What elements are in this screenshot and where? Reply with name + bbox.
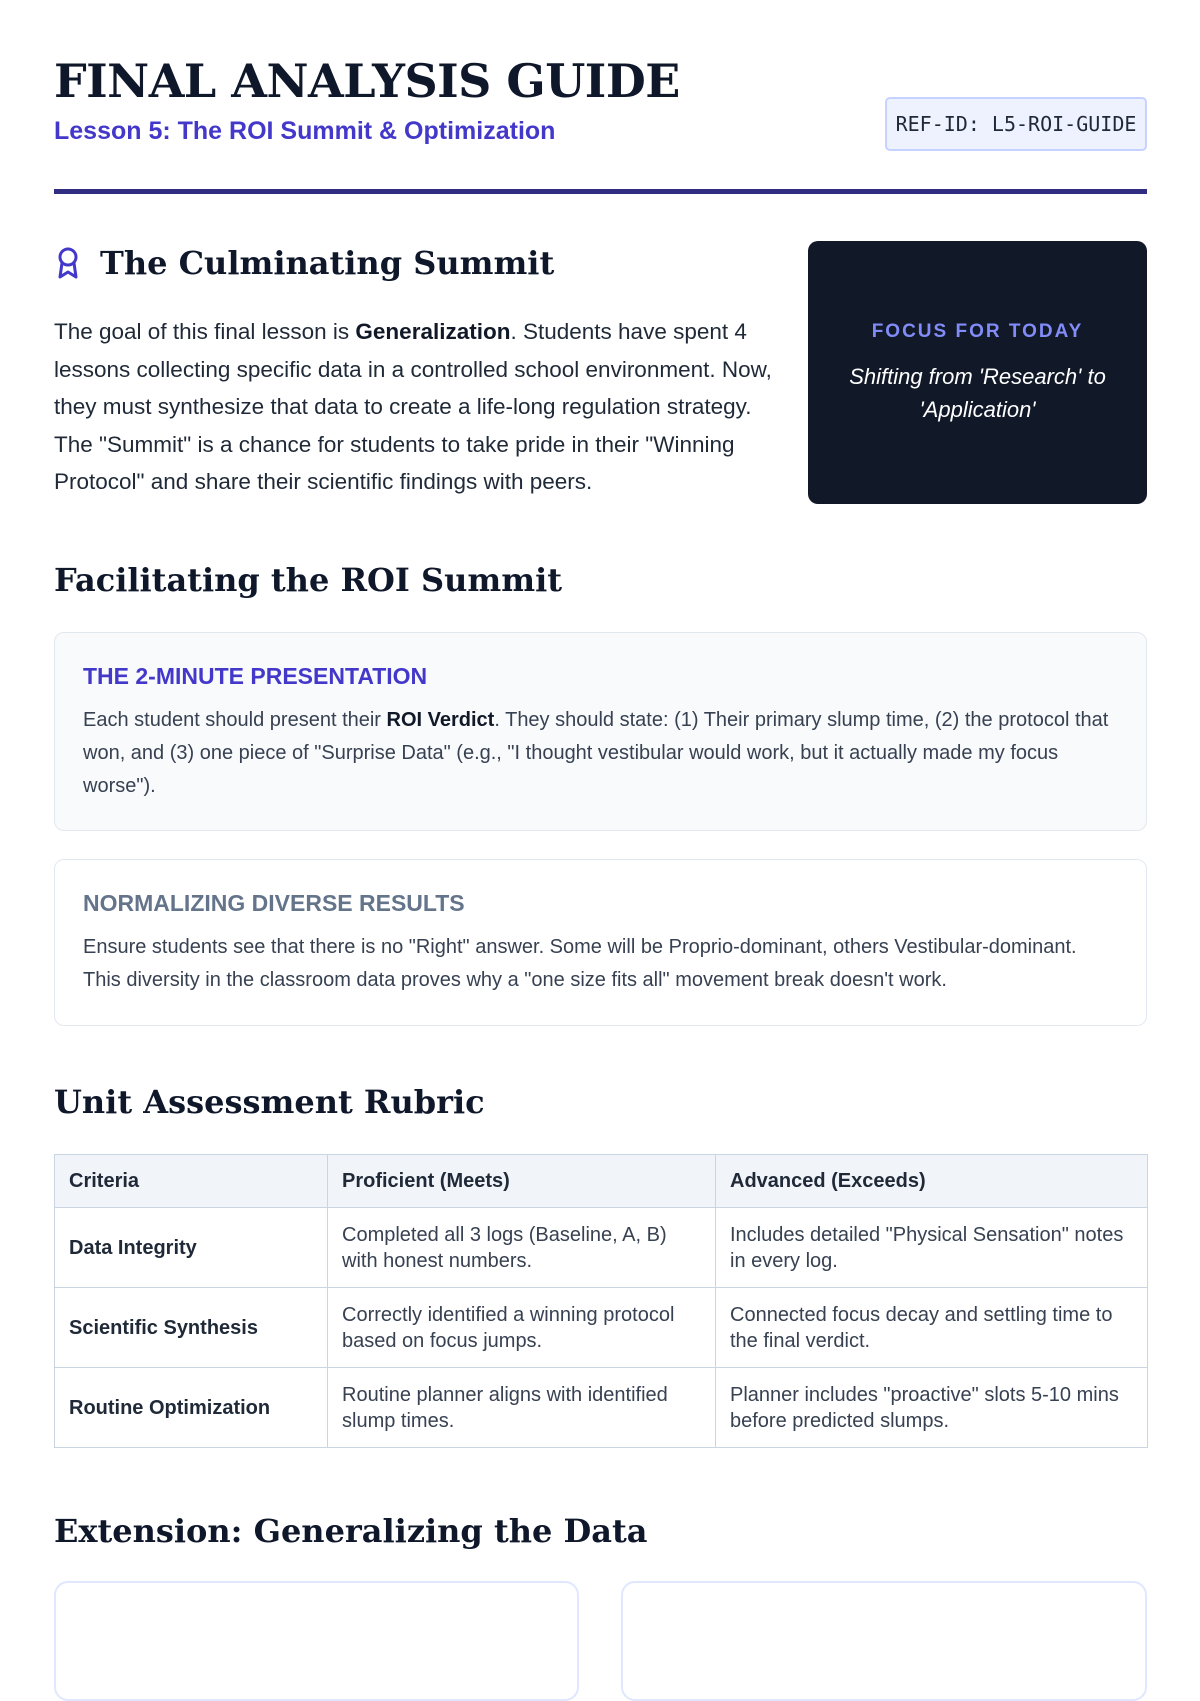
rubric-advanced-cell: Connected focus decay and settling time to the final verdict.: [716, 1288, 1148, 1368]
summit-intro-emphasis: Generalization: [355, 319, 511, 344]
rubric-advanced-cell: Includes detailed "Physical Sensation" notes in every log.: [716, 1208, 1148, 1288]
rubric-column-header: Criteria: [55, 1155, 328, 1208]
rubric-proficient-cell: Correctly identified a winning protocol based on focus jumps.: [328, 1288, 716, 1368]
rubric-column-header: Proficient (Meets): [328, 1155, 716, 1208]
table-row: [55, 1288, 1148, 1368]
rubric-heading: Unit Assessment Rubric: [54, 1083, 485, 1121]
normalizing-text: Ensure students see that there is no "Right" answer. Some will be Proprio-dominant, others Vestibular-dominant. This diversity in the classroom data proves why a "one size fits all" movement break doesn't work.: [83, 936, 1077, 992]
rubric-criteria-cell: Routine Optimization: [55, 1368, 328, 1448]
table-row: [55, 1208, 1148, 1288]
summit-intro: The goal of this final lesson is Generalization. Students have spent 4 lessons collecting specific data in a controlled school environment. Now, they must synthesize that data to create a life-long regulation strategy. The "Summit" is a chance for students to take pride in their "Winning Protocol" and share their scientific findings with peers.: [54, 319, 772, 495]
rubric-criteria-cell: Data Integrity: [55, 1208, 328, 1288]
rubric-column-header: Advanced (Exceeds): [716, 1155, 1148, 1208]
normalizing-title: NORMALIZING DIVERSE RESULTS: [83, 890, 465, 916]
header: [54, 0, 1147, 194]
rubric-header-row: [55, 1155, 1148, 1208]
rubric-advanced-cell: Planner includes "proactive" slots 5-10 mins before predicted slumps.: [716, 1368, 1148, 1448]
ref-id-badge: REF-ID: L5-ROI-GUIDE: [885, 97, 1147, 151]
presentation-text: Each student should present their ROI Verdict. They should state: (1) Their primary slump time, (2) the protocol that won, and (3) one piece of "Surprise Data" (e.g., "I thought vestibular would work, but it actually made my focus worse").: [83, 709, 1109, 798]
table-row: [55, 1368, 1148, 1448]
focus-callout: [808, 241, 1147, 504]
rubric-table: [54, 1154, 1148, 1448]
extension-heading: Extension: Generalizing the Data: [54, 1512, 648, 1550]
presentation-title: THE 2-MINUTE PRESENTATION: [83, 663, 428, 689]
facilitating-heading: Facilitating the ROI Summit: [54, 561, 563, 599]
page-title: FINAL ANALYSIS GUIDE: [54, 54, 680, 108]
award-icon: [54, 246, 82, 280]
presentation-card: [54, 632, 1147, 831]
page-subtitle: Lesson 5: The ROI Summit & Optimization: [54, 117, 556, 145]
rubric-proficient-cell: Completed all 3 logs (Baseline, A, B) with honest numbers.: [328, 1208, 716, 1288]
summit-heading: [54, 244, 554, 282]
guide-page: [54, 0, 1147, 1550]
normalizing-card: [54, 859, 1147, 1026]
focus-label: FOCUS FOR TODAY: [871, 321, 1084, 342]
rubric-proficient-cell: Routine planner aligns with identified slump times.: [328, 1368, 716, 1448]
extension-card: [54, 1581, 579, 1701]
extension-card: [621, 1581, 1147, 1701]
focus-text: Shifting from 'Research' to 'Application': [849, 364, 1106, 422]
summit-title: The Culminating Summit: [100, 244, 555, 282]
rubric-criteria-cell: Scientific Synthesis: [55, 1288, 328, 1368]
presentation-emphasis: ROI Verdict: [386, 709, 495, 732]
